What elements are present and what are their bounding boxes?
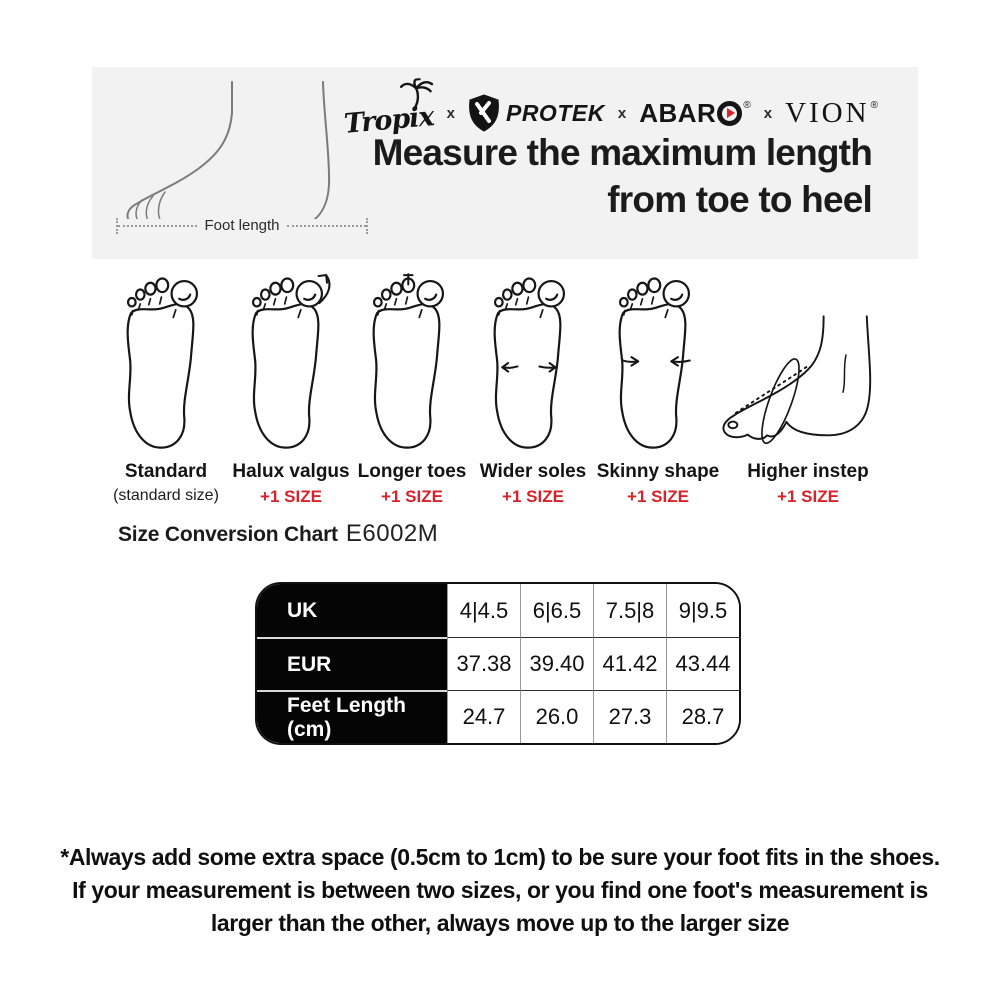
brand-separator: x (763, 104, 773, 122)
measure-tick-right (366, 218, 368, 234)
foot-sole-standard-icon (104, 268, 228, 455)
footnote-line: larger than the other, always move up to the larger size (210, 910, 790, 936)
foot-sole-halux-icon (228, 268, 354, 455)
table-cell: 6|6.5 (520, 584, 593, 637)
row-header-uk: UK (257, 584, 447, 637)
palm-tree-icon (398, 76, 436, 109)
foot-length-measure (116, 217, 368, 234)
footnote-line: *Always add some extra space (0.5cm to 1cm) to be sure your foot fits in the shoes. (60, 844, 940, 870)
measure-dotted-line (287, 225, 366, 227)
table-cell: 4|4.5 (447, 584, 520, 637)
size-conversion-table (255, 582, 741, 745)
table-cell: 7.5|8 (593, 584, 666, 637)
abaro-o-icon (717, 101, 742, 126)
vion-logo (785, 97, 878, 130)
table-cell: 28.7 (666, 690, 739, 743)
abaro-play-icon (727, 108, 735, 118)
foot-type-higher-instep (712, 268, 904, 507)
foot-sole-longer-toes-icon (350, 268, 474, 455)
size-chart-heading: Size Conversion Chart (118, 523, 338, 546)
table-cell: 41.42 (593, 637, 666, 690)
abaro-logo (639, 98, 750, 129)
foot-type-wider-soles (470, 268, 596, 507)
foot-type-label: Longer toes (357, 461, 467, 482)
registered-mark: ® (743, 99, 751, 111)
foot-side-instep-icon (712, 268, 904, 455)
foot-type-label: Wider soles (479, 461, 587, 482)
footnote (0, 841, 1000, 940)
measure-title-line2: from toe to heel (607, 179, 872, 220)
measure-title (373, 129, 872, 223)
foot-type-note: +1 SIZE (777, 487, 839, 506)
vion-name: VION (785, 96, 870, 129)
foot-type-label: Standard (124, 461, 208, 482)
foot-type-label: Higher instep (747, 461, 869, 482)
foot-type-standard (104, 268, 228, 505)
foot-length-label: Foot length (204, 217, 280, 234)
abaro-name: ABAR (639, 97, 717, 128)
foot-type-note: +1 SIZE (502, 487, 564, 506)
protek-name: PROTEK (505, 99, 605, 126)
registered-mark: ® (870, 99, 878, 111)
table-cell: 39.40 (520, 637, 593, 690)
foot-type-label: Halux valgus (232, 461, 350, 482)
foot-type-note: +1 SIZE (381, 487, 443, 506)
foot-sole-skinny-icon (594, 268, 722, 455)
table-cell: 43.44 (666, 637, 739, 690)
size-chart-title (118, 520, 438, 548)
foot-type-note: (standard size) (113, 487, 219, 504)
foot-type-note: +1 SIZE (627, 487, 689, 506)
foot-type-halux-valgus (228, 268, 354, 507)
brand-separator: x (617, 104, 627, 122)
protek-logo (468, 94, 605, 132)
row-header-feet-length: Feet Length (cm) (257, 690, 447, 743)
table-cell: 37.38 (447, 637, 520, 690)
foot-type-label: Skinny shape (596, 461, 720, 482)
row-header-eur: EUR (257, 637, 447, 690)
table-cell: 9|9.5 (666, 584, 739, 637)
foot-type-note: +1 SIZE (260, 487, 322, 506)
foot-type-skinny-shape (594, 268, 722, 507)
table-cell: 27.3 (593, 690, 666, 743)
measure-dotted-line (118, 225, 197, 227)
measure-instruction-panel (92, 67, 918, 259)
table-cell: 24.7 (447, 690, 520, 743)
measure-title-line1: Measure the maximum length (372, 132, 872, 173)
brand-separator: x (446, 104, 455, 122)
table-cell: 26.0 (520, 690, 593, 743)
tropix-name: Tropix (342, 100, 435, 140)
side-foot-illustration (116, 79, 368, 219)
size-chart-model: E6002M (345, 520, 439, 547)
foot-type-longer-toes (350, 268, 474, 507)
foot-sole-wider-icon (470, 268, 596, 455)
footnote-line: If your measurement is between two sizes, or you find one foot's measurement is (72, 877, 928, 903)
protek-shield-icon (468, 94, 500, 132)
